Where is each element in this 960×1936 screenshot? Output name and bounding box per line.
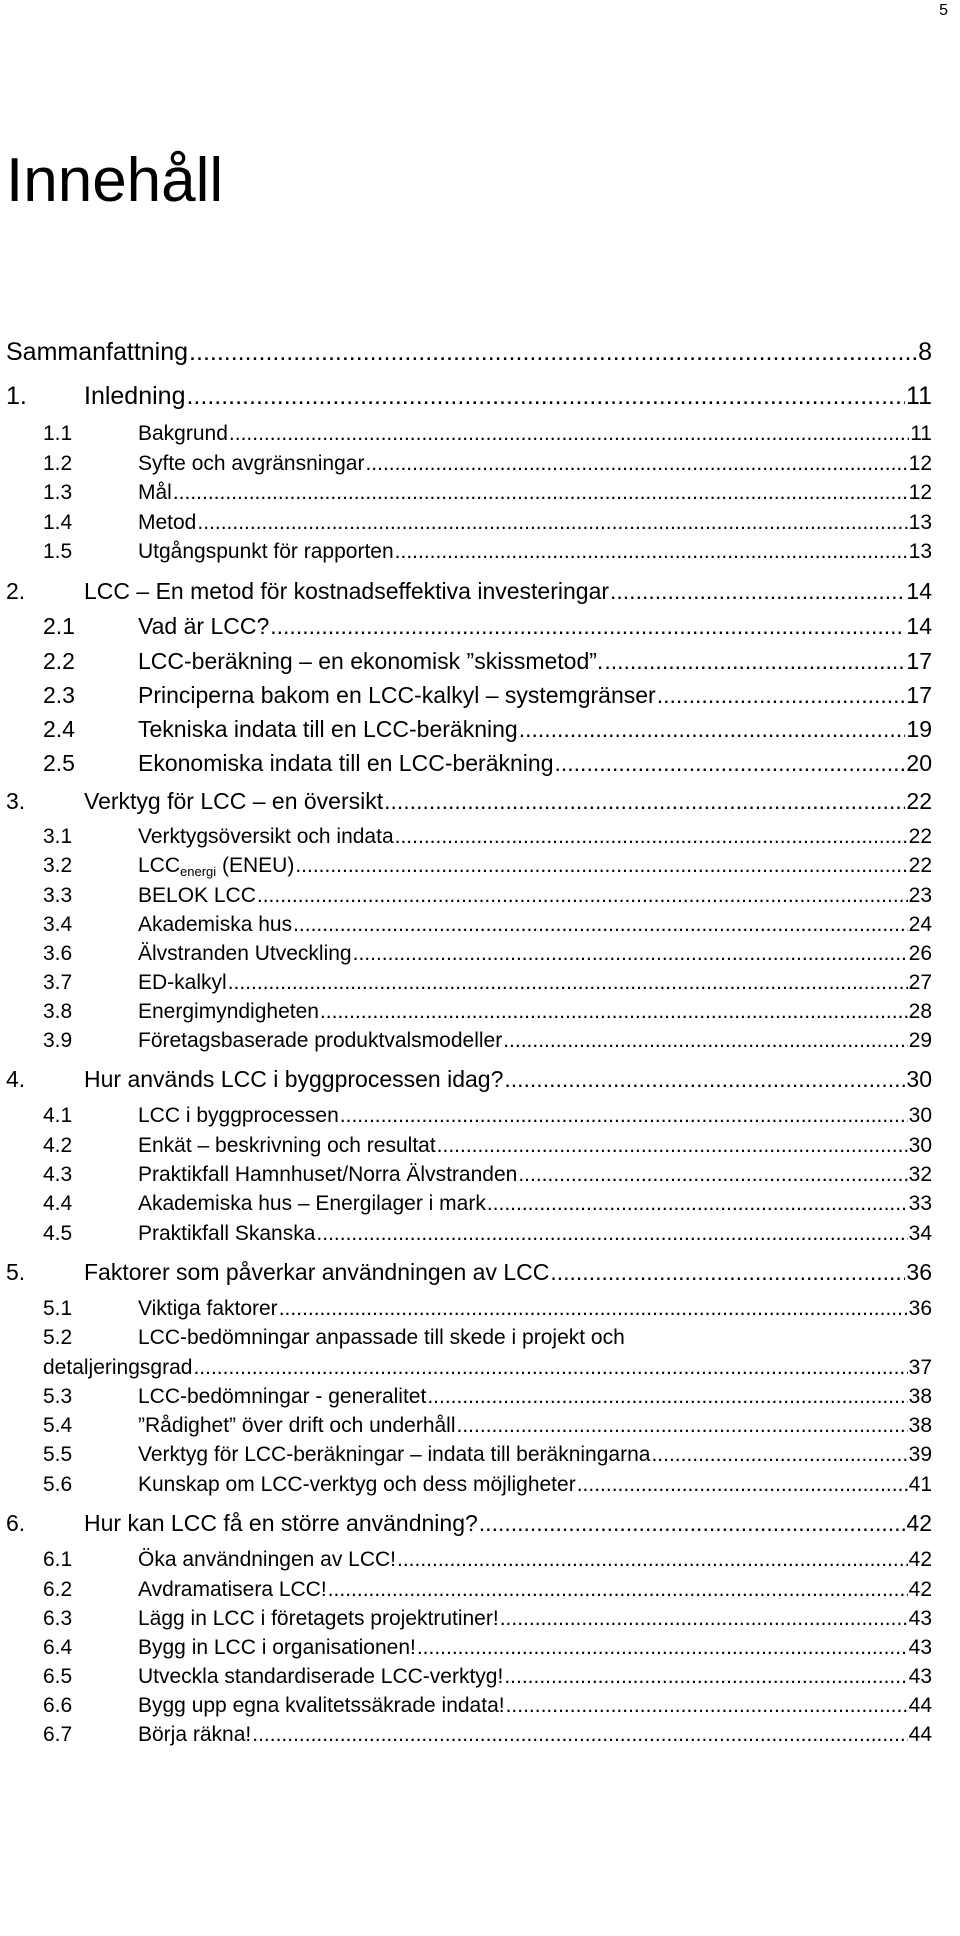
dot-leader — [340, 1104, 908, 1128]
toc-entry-title: LCC-bedömningar anpassade till skede i projekt och — [138, 1326, 625, 1349]
dot-leader — [500, 1607, 908, 1631]
toc-entry-number: 1.3 — [43, 481, 73, 504]
toc-entry-page: 22 — [908, 825, 932, 848]
toc-entry-page: 38 — [908, 1385, 932, 1408]
toc-entry-3-1[interactable] — [0, 825, 932, 849]
toc-entry-number: 6.7 — [43, 1723, 73, 1746]
toc-entry-6-2[interactable] — [0, 1578, 932, 1602]
toc-entry-page: 22 — [906, 788, 932, 814]
toc-entry-6-4[interactable] — [0, 1636, 932, 1660]
toc-entry-number: 5.4 — [43, 1414, 73, 1437]
toc-entry-title-main: LCC — [138, 854, 181, 877]
toc-entry-number: 1. — [6, 382, 27, 410]
toc-entry-number: 4.4 — [43, 1192, 73, 1215]
dot-leader — [555, 750, 906, 777]
toc-entry-page: 11 — [906, 382, 932, 410]
toc-entry-page: 34 — [908, 1222, 932, 1245]
toc-entry-title: Börja räkna! — [138, 1723, 252, 1746]
dot-leader — [577, 1473, 908, 1497]
toc-entry-number: 3.2 — [43, 854, 73, 877]
toc-entry-page: 43 — [908, 1665, 932, 1688]
dot-leader — [504, 1665, 907, 1689]
toc-entry-number: 6.6 — [43, 1694, 73, 1717]
toc-entry-number: 3.9 — [43, 1029, 73, 1052]
toc-entry-5-3[interactable] — [0, 1385, 932, 1409]
toc-entry-title: Metod — [138, 511, 197, 534]
toc-entry-page: 39 — [908, 1443, 932, 1466]
toc-entry-sammanfattning[interactable] — [0, 338, 932, 367]
dot-leader — [395, 540, 908, 564]
dot-leader — [197, 511, 907, 535]
toc-entry-number: 4.2 — [43, 1134, 73, 1157]
dot-leader — [316, 1222, 907, 1246]
toc-entry-title: Utveckla standardiserade LCC-verktyg! — [138, 1665, 504, 1688]
toc-entry-number: 4.3 — [43, 1163, 73, 1186]
toc-entry-chapter-2[interactable] — [0, 578, 932, 605]
toc-entry-title: Lägg in LCC i företagets projektrutiner! — [138, 1607, 499, 1630]
toc-entry-title: Praktikfall Skanska — [138, 1222, 316, 1245]
toc-entry-page: 30 — [908, 1104, 932, 1127]
toc-entry-3-8[interactable] — [0, 1000, 932, 1024]
toc-entry-page: 23 — [908, 884, 932, 907]
toc-entry-number: 3. — [6, 788, 26, 814]
toc-entry-number: 6.2 — [43, 1578, 73, 1601]
toc-entry-title: Verktyg för LCC – en översikt — [84, 788, 384, 814]
dot-leader — [293, 913, 908, 937]
dot-leader — [395, 825, 908, 849]
toc-entry-title: LCC – En metod för kostnadseffektiva investeringar — [84, 578, 610, 604]
toc-entry-page: 30 — [908, 1134, 932, 1157]
toc-entry-1-4[interactable] — [0, 511, 932, 535]
toc-entry-4-5[interactable] — [0, 1222, 932, 1246]
dot-leader — [651, 1443, 907, 1467]
toc-entry-6-5[interactable] — [0, 1665, 932, 1689]
toc-entry-number: 5.6 — [43, 1473, 73, 1496]
toc-entry-number: 1.2 — [43, 452, 73, 475]
toc-entry-number: 5. — [6, 1259, 26, 1285]
dot-leader — [252, 1723, 907, 1747]
dot-leader — [384, 788, 905, 815]
toc-entry-4-3[interactable] — [0, 1163, 932, 1187]
dot-leader — [519, 716, 906, 743]
toc-entry-title: LCC-bedömningar - generalitet — [138, 1385, 427, 1408]
dot-leader — [320, 1000, 908, 1024]
toc-entry-title: ”Rådighet” över drift och underhåll — [138, 1414, 456, 1437]
toc-entry-number: 1.5 — [43, 540, 73, 563]
toc-entry-title: Tekniska indata till en LCC-beräkning — [138, 716, 518, 742]
toc-entry-page: 14 — [906, 613, 932, 639]
toc-entry-title: Öka användningen av LCC! — [138, 1548, 396, 1571]
toc-entry-page: 12 — [908, 452, 932, 475]
toc-entry-title: Syfte och avgränsningar — [138, 452, 365, 475]
toc-entry-title — [138, 854, 294, 879]
toc-entry-title: Akademiska hus – Energilager i mark — [138, 1192, 486, 1215]
toc-entry-2-2[interactable] — [0, 648, 932, 675]
toc-entry-6-6[interactable] — [0, 1694, 932, 1718]
toc-entry-4-4[interactable] — [0, 1192, 932, 1216]
dot-leader — [457, 1414, 908, 1438]
toc-entry-page: 8 — [918, 338, 932, 366]
toc-entry-title-continuation: detaljeringsgrad — [43, 1356, 193, 1379]
dot-leader — [437, 1134, 908, 1158]
toc-entry-number: 6.4 — [43, 1636, 73, 1659]
toc-entry-title: Hur kan LCC få en större användning? — [84, 1510, 478, 1536]
toc-entry-title: Verktygsöversikt och indata — [138, 825, 394, 848]
toc-entry-number: 2. — [6, 578, 26, 604]
toc-entry-title: Praktikfall Hamnhuset/Norra Älvstranden — [138, 1163, 518, 1186]
toc-entry-page: 13 — [908, 511, 932, 534]
toc-entry-title-subscript: energi — [180, 864, 217, 879]
toc-entry-number: 6. — [6, 1510, 26, 1536]
toc-entry-number: 3.6 — [43, 942, 73, 965]
toc-entry-chapter-4[interactable] — [0, 1066, 932, 1093]
dot-leader — [518, 1163, 907, 1187]
toc-entry-title: Verktyg för LCC-beräkningar – indata till beräkningarna — [138, 1443, 651, 1466]
toc-entry-3-4[interactable] — [0, 913, 932, 937]
toc-entry-number: 5.3 — [43, 1385, 73, 1408]
toc-entry-title: Bygg upp egna kvalitetssäkrade indata! — [138, 1694, 505, 1717]
toc-entry-number: 5.1 — [43, 1297, 73, 1320]
toc-entry-page: 37 — [908, 1356, 932, 1379]
toc-entry-title: Avdramatisera LCC! — [138, 1578, 327, 1601]
toc-entry-page: 14 — [906, 578, 932, 604]
toc-entry-page: 19 — [906, 716, 932, 742]
toc-entry-page: 11 — [910, 422, 932, 445]
dot-leader — [604, 648, 905, 675]
toc-entry-title-suffix: (ENEU) — [216, 854, 295, 877]
toc-entry-title: LCC-beräkning – en ekonomisk ”skissmetod”. — [138, 648, 604, 674]
toc-entry-title: Faktorer som påverkar användningen av LCC — [84, 1259, 550, 1285]
toc-entry-5-6[interactable] — [0, 1473, 932, 1497]
toc-entry-page: 29 — [908, 1029, 932, 1052]
toc-entry-number: 1.4 — [43, 511, 73, 534]
dot-leader — [257, 884, 908, 908]
toc-entry-page: 32 — [908, 1163, 932, 1186]
dot-leader — [365, 452, 907, 476]
toc-entry-chapter-3[interactable] — [0, 788, 932, 815]
dot-leader — [228, 971, 908, 995]
toc-entry-title: Ekonomiska indata till en LCC-beräkning — [138, 750, 554, 776]
toc-entry-3-6[interactable] — [0, 942, 932, 966]
toc-entry-6-1[interactable] — [0, 1548, 932, 1572]
toc-entry-3-3[interactable] — [0, 884, 932, 908]
toc-entry-4-1[interactable] — [0, 1104, 932, 1128]
toc-entry-title: Principerna bakom en LCC-kalkyl – systemgränser — [138, 682, 656, 708]
toc-entry-page: 36 — [906, 1259, 932, 1285]
toc-entry-number: 6.5 — [43, 1665, 73, 1688]
toc-entry-title: Mål — [138, 481, 172, 504]
toc-entry-title: Energimyndigheten — [138, 1000, 319, 1023]
toc-entry-2-5[interactable] — [0, 750, 932, 777]
toc-entry-page: 44 — [908, 1723, 932, 1746]
toc-entry-page: 38 — [908, 1414, 932, 1437]
dot-leader — [279, 1297, 908, 1321]
toc-entry-5-5[interactable] — [0, 1443, 932, 1467]
toc-entry-number: 1.1 — [43, 422, 73, 445]
dot-leader — [193, 1356, 907, 1380]
dot-leader — [506, 1694, 908, 1718]
toc-entry-page: 17 — [906, 682, 932, 708]
dot-leader — [487, 1192, 908, 1216]
toc-entry-page: 42 — [908, 1578, 932, 1601]
toc-entry-2-3[interactable] — [0, 682, 932, 709]
dot-leader — [479, 1510, 906, 1537]
dot-leader — [550, 1259, 905, 1286]
dot-leader — [229, 422, 909, 446]
toc-entry-title: Bygg in LCC i organisationen! — [138, 1636, 416, 1659]
toc-entry-title: Kunskap om LCC-verktyg och dess möjligheter — [138, 1473, 576, 1496]
toc-entry-title: Akademiska hus — [138, 913, 293, 936]
toc-entry-6-7[interactable] — [0, 1723, 932, 1747]
toc-entry-3-7[interactable] — [0, 971, 932, 995]
toc-entry-5-2[interactable] — [0, 1356, 932, 1380]
dot-leader — [328, 1578, 908, 1602]
toc-entry-number: 2.2 — [43, 648, 75, 674]
toc-entry-page: 42 — [908, 1548, 932, 1571]
toc-entry-5-4[interactable] — [0, 1414, 932, 1438]
toc-entry-1-3[interactable] — [0, 481, 932, 505]
toc-entry-2-4[interactable] — [0, 716, 932, 743]
toc-entry-5-1[interactable] — [0, 1297, 932, 1321]
toc-entry-page: 13 — [908, 540, 932, 563]
toc-entry-number: 6.3 — [43, 1607, 73, 1630]
toc-entry-1-2[interactable] — [0, 452, 932, 476]
toc-entry-page: 44 — [908, 1694, 932, 1717]
toc-entry-page: 33 — [908, 1192, 932, 1215]
toc-entry-4-2[interactable] — [0, 1134, 932, 1158]
toc-entry-title: Vad är LCC? — [138, 613, 270, 639]
toc-entry-number: 2.5 — [43, 750, 75, 776]
toc-entry-number: 3.1 — [43, 825, 73, 848]
toc-entry-title: Företagsbaserade produktvalsmodeller — [138, 1029, 503, 1052]
dot-leader — [270, 613, 905, 640]
toc-entry-page: 22 — [908, 854, 932, 877]
toc-entry-title: LCC i byggprocessen — [138, 1104, 339, 1127]
toc-entry-page: 24 — [908, 913, 932, 936]
toc-entry-title: Viktiga faktorer — [138, 1297, 278, 1320]
toc-entry-number: 2.4 — [43, 716, 75, 742]
dot-leader — [504, 1066, 905, 1093]
toc-entry-page: 28 — [908, 1000, 932, 1023]
dot-leader — [295, 854, 907, 878]
dot-leader — [186, 382, 905, 411]
toc-entry-6-3[interactable] — [0, 1607, 932, 1631]
dot-leader — [173, 481, 908, 505]
toc-entry-page: 30 — [906, 1066, 932, 1092]
toc-entry-number: 2.1 — [43, 613, 75, 639]
toc-entry-title: Inledning — [84, 382, 186, 410]
toc-entry-chapter-1[interactable] — [0, 382, 932, 411]
page-number: 5 — [939, 2, 948, 19]
dot-leader — [503, 1029, 907, 1053]
toc-entry-chapter-5[interactable] — [0, 1259, 932, 1286]
toc-entry-title: Enkät – beskrivning och resultat — [138, 1134, 436, 1157]
toc-entry-number: 3.4 — [43, 913, 73, 936]
dot-leader — [427, 1385, 907, 1409]
dot-leader — [417, 1636, 908, 1660]
toc-entry-2-1[interactable] — [0, 613, 932, 640]
toc-entry-number: 3.8 — [43, 1000, 73, 1023]
toc-entry-title: BELOK LCC — [138, 884, 256, 907]
toc-entry-page: 20 — [906, 750, 932, 776]
toc-entry-3-9[interactable] — [0, 1029, 932, 1053]
toc-entry-number: 2.3 — [43, 682, 75, 708]
toc-entry-number: 3.3 — [43, 884, 73, 907]
toc-entry-1-1[interactable] — [0, 422, 932, 446]
toc-entry-5-2-first-line[interactable] — [43, 1326, 625, 1350]
dot-leader — [189, 338, 917, 367]
toc-entry-number: 3.7 — [43, 971, 73, 994]
toc-entry-number: 4.5 — [43, 1222, 73, 1245]
toc-entry-chapter-6[interactable] — [0, 1510, 932, 1537]
dot-leader — [397, 1548, 908, 1572]
toc-entry-page: 42 — [906, 1510, 932, 1536]
toc-entry-page: 17 — [906, 648, 932, 674]
toc-entry-page: 12 — [908, 481, 932, 504]
toc-entry-number: 5.2 — [43, 1326, 73, 1349]
dot-leader — [353, 942, 908, 966]
toc-entry-title: Sammanfattning — [6, 338, 189, 366]
toc-entry-page: 41 — [908, 1473, 932, 1496]
toc-entry-title: Älvstranden Utveckling — [138, 942, 352, 965]
toc-entry-number: 5.5 — [43, 1443, 73, 1466]
toc-entry-number: 4.1 — [43, 1104, 73, 1127]
page-title: Innehåll — [6, 146, 224, 215]
toc-entry-page: 43 — [908, 1636, 932, 1659]
toc-entry-title: ED-kalkyl — [138, 971, 227, 994]
toc-entry-title: Hur används LCC i byggprocessen idag? — [84, 1066, 504, 1092]
toc-entry-title: Utgångspunkt för rapporten — [138, 540, 394, 563]
toc-entry-page: 26 — [908, 942, 932, 965]
toc-entry-number: 6.1 — [43, 1548, 73, 1571]
toc-entry-number: 4. — [6, 1066, 26, 1092]
dot-leader — [610, 578, 905, 605]
toc-entry-3-2[interactable] — [0, 854, 932, 879]
toc-entry-title: Bakgrund — [138, 422, 228, 445]
toc-entry-page: 36 — [908, 1297, 932, 1320]
toc-entry-page: 27 — [908, 971, 932, 994]
toc-entry-1-5[interactable] — [0, 540, 932, 564]
toc-entry-page: 43 — [908, 1607, 932, 1630]
dot-leader — [657, 682, 906, 709]
